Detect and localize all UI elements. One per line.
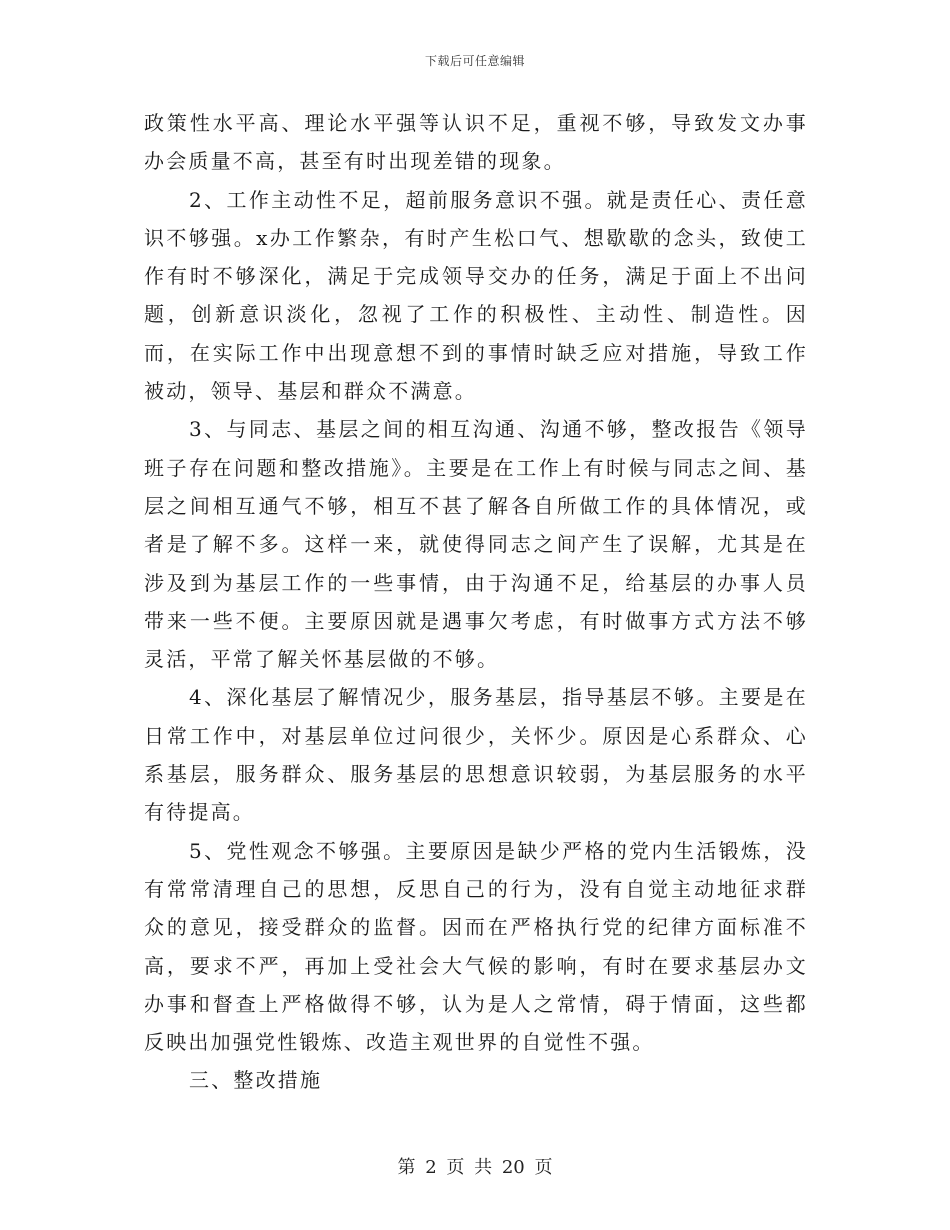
page-number-footer: 第 2 页 共 20 页: [397, 1157, 553, 1178]
paragraph-item-4: 4、深化基层了解情况少，服务基层，指导基层不够。主要是在日常工作中，对基层单位过问很少，关怀少。原因是心系群众、心系基层，服务群众、服务基层的思想意识较弱，为基层服务的水平有待提高。: [144, 685, 808, 825]
paragraph-item-3: 3、与同志、基层之间的相互沟通、沟通不够，整改报告《领导班子存在问题和整改措施》。主要是在工作上有时候与同志之间、基层之间相互通气不够，相互不甚了解各自所做工作的具体情况，或者是了解不多。这样一来，就使得同志之间产生了误解，尤其是在涉及到为基层工作的一些事情，由于沟通不足，给基层的办事人员带来一些不便。主要原因就是遇事欠考虑，有时做事方式方法不够灵活，平常了解关怀基层做的不够。: [144, 417, 808, 672]
paragraph-item-5: 5、党性观念不够强。主要原因是缺少严格的党内生活锻炼，没有常常清理自己的思想，反思自己的行为，没有自觉主动地征求群众的意见，接受群众的监督。因而在严格执行党的纪律方面标准不高，要求不严，再加上受社会大气候的影响，有时在要求基层办文办事和督查上严格做得不够，认为是人之常情，碍于情面，这些都反映出加强党性锻炼、改造主观世界的自觉性不强。: [144, 838, 808, 1055]
paragraph-item-2: 2、工作主动性不足，超前服务意识不强。就是责任心、责任意识不够强。x办工作繁杂，有时产生松口气、想歇歇的念头，致使工作有时不够深化，满足于完成领导交办的任务，满足于面上不出问题，创新意识淡化，忽视了工作的积极性、主动性、制造性。因而，在实际工作中出现意想不到的事情时缺乏应对措施，导致工作被动，领导、基层和群众不满意。: [144, 187, 808, 404]
document-body: [144, 104, 808, 1100]
paragraph-continuation: 政策性水平高、理论水平强等认识不足，重视不够，导致发文办事办会质量不高，甚至有时出现差错的现象。: [144, 111, 808, 174]
section-heading-rectification: 三、整改措施: [189, 1068, 323, 1093]
page-header-note: 下载后可任意编辑: [424, 54, 525, 68]
